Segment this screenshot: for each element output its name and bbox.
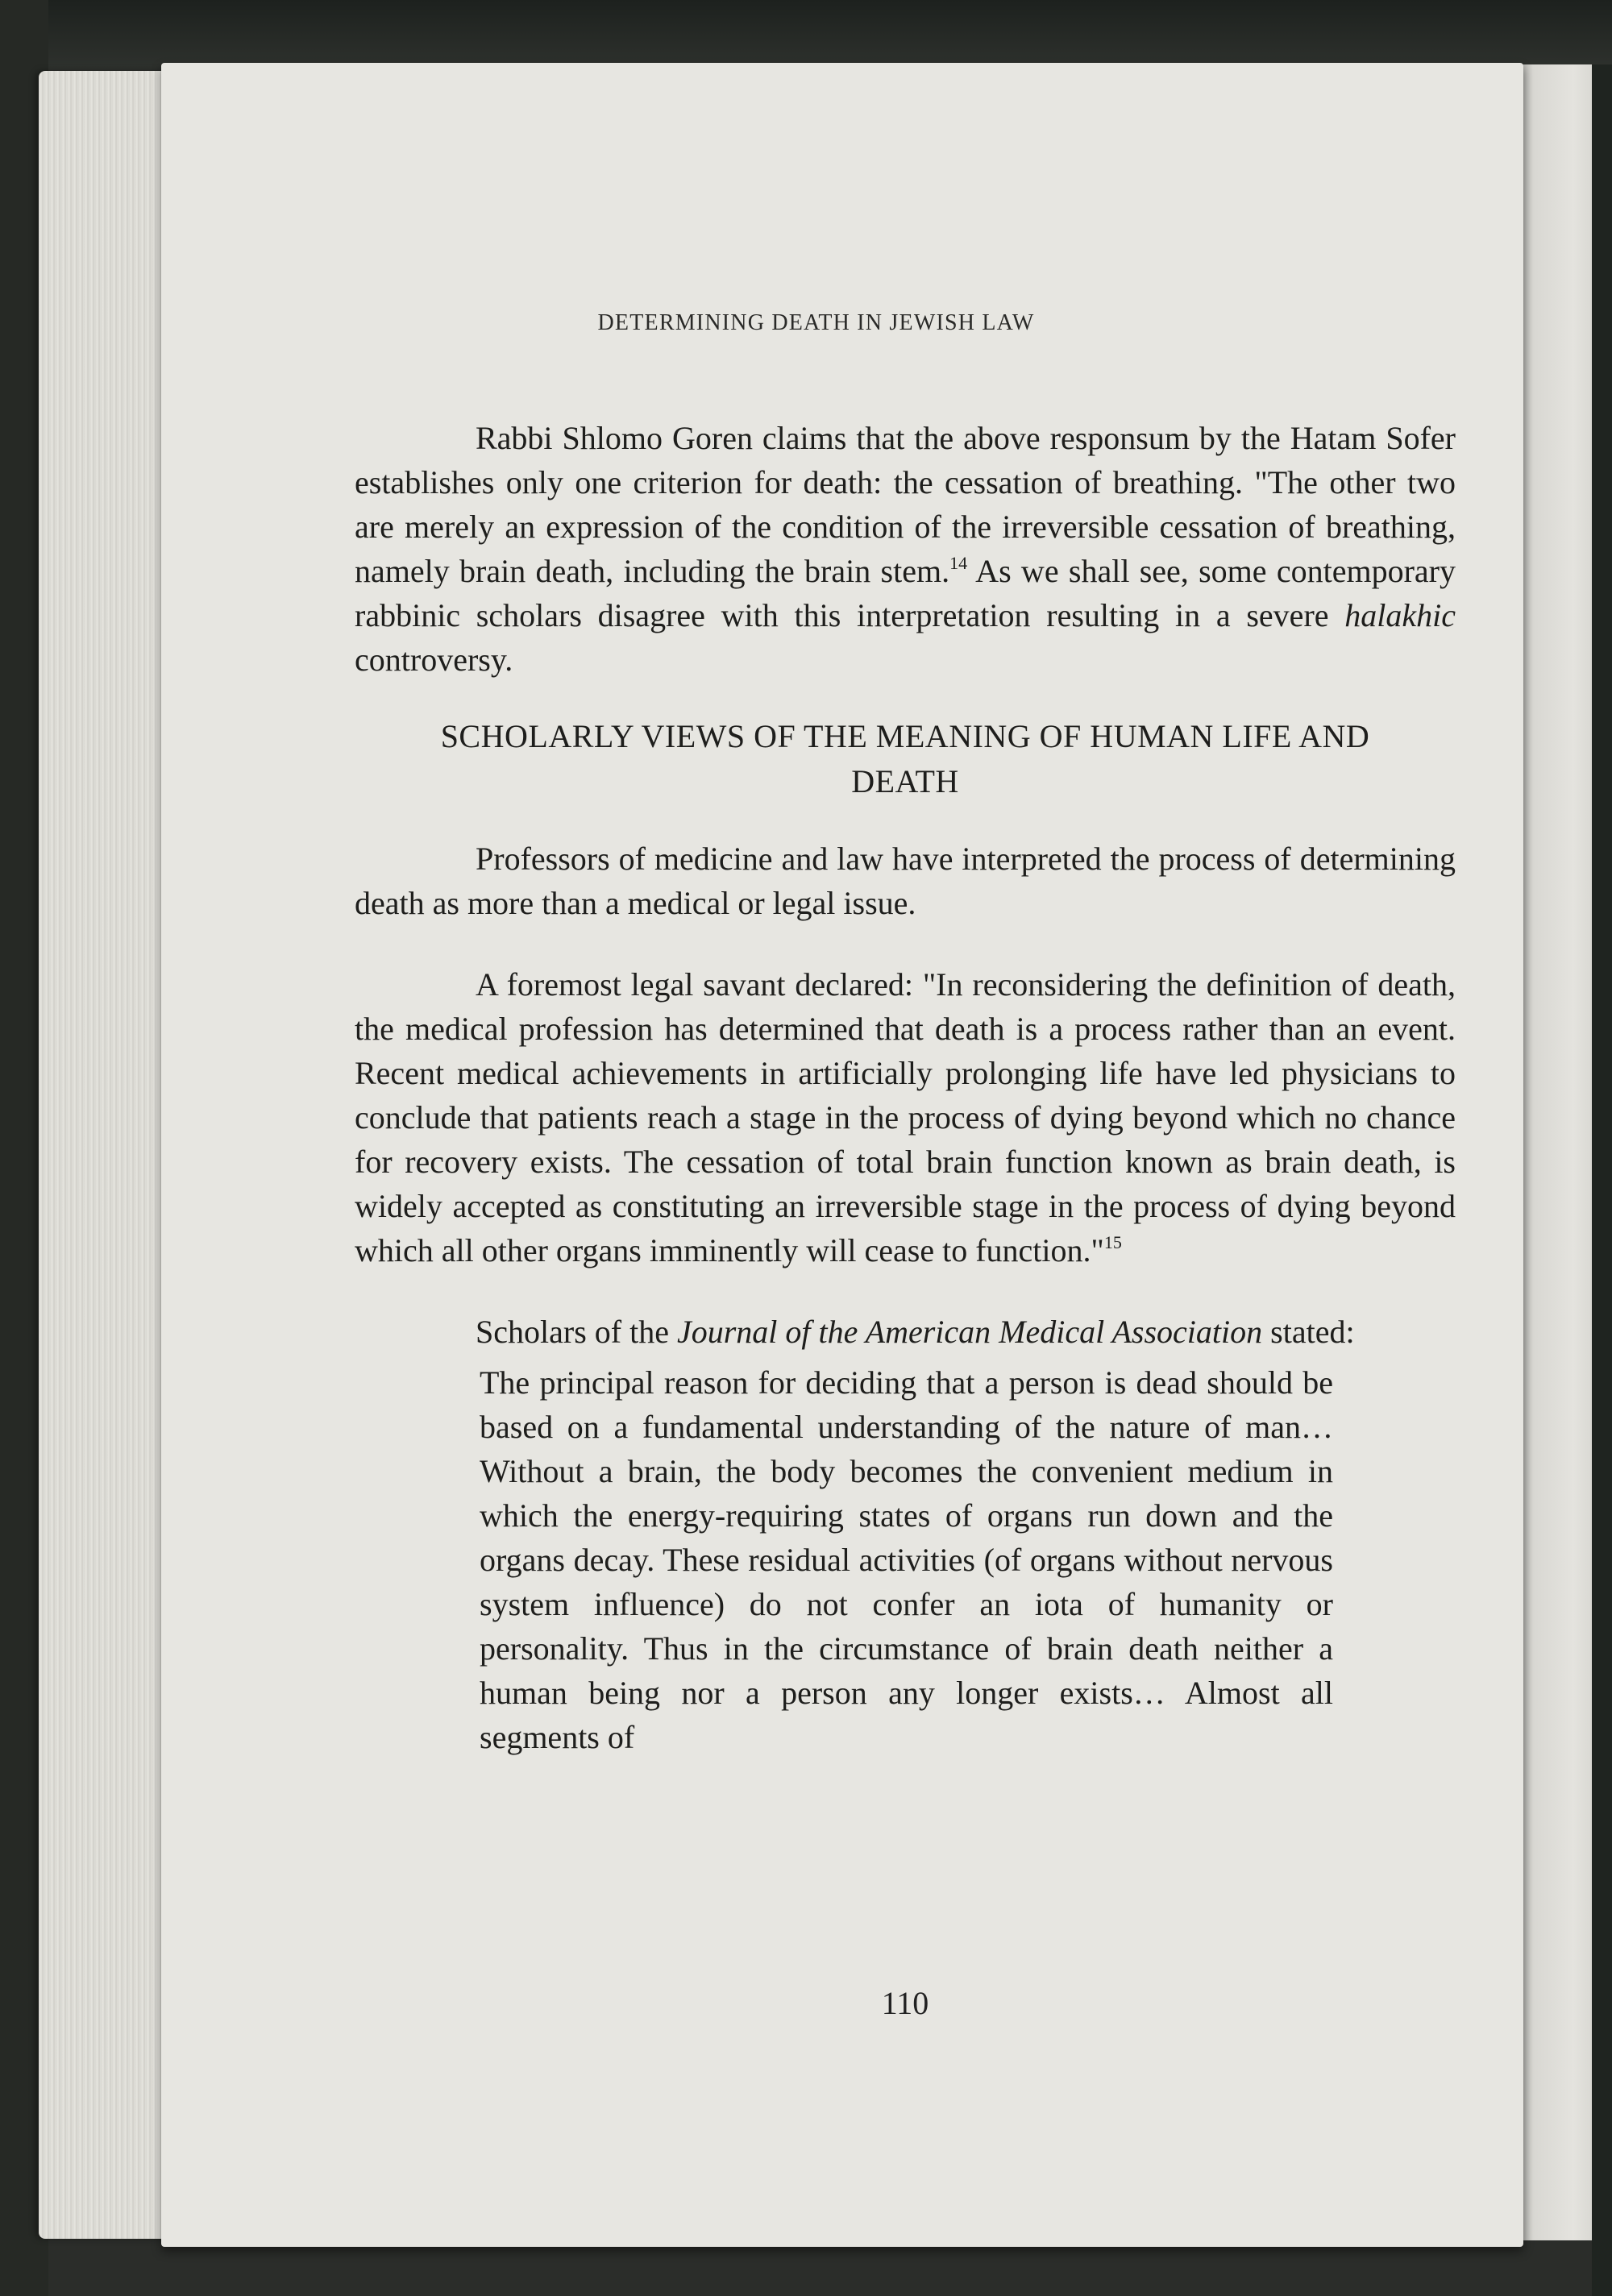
footnote-ref: 15	[1103, 1232, 1122, 1252]
footnote-ref: 14	[949, 553, 968, 573]
backdrop-top	[0, 0, 1612, 73]
paragraph-text: controversy.	[355, 641, 513, 678]
paragraph-jama	[355, 1310, 1456, 1354]
paragraph-professors: Professors of medicine and law have interpreted the process of determining death as more than a medical or legal issue.	[355, 841, 1456, 921]
paragraph-text: Rabbi Shlomo Goren claims that the above responsum by the Hatam Sofer establishes only one criterion for death: the cessation of breathing. "The other two are merely an expression of the condition of the irreversible cessation of breathing, namely brain death, including the brain stem.	[355, 420, 1456, 589]
paragraph-text: Scholars of the	[476, 1314, 677, 1350]
section-heading: SCHOLARLY VIEWS OF THE MEANING OF HUMAN LIFE AND DEATH	[440, 718, 1370, 799]
italic-term: halakhic	[1344, 597, 1456, 633]
block-quote: The principal reason for deciding that a person is dead should be based on a fundamental understanding of the nature of man… Without a brain, the body becomes the convenient medium in which the energy-requiring states of organs run down and the organs decay. These residual activities (of organs without nervous system influence) do not confer an iota of humanity or personality. Thus in the circumstance of brain death neither a human being nor a person any longer exists… Almost all segments of	[480, 1364, 1333, 1755]
paragraph-text: As we shall see, some contemporary rabbinic scholars disagree with this interpretation resulting in a severe	[355, 553, 1456, 633]
running-head: DETERMINING DEATH IN JEWISH LAW	[597, 310, 1035, 335]
journal-title: Journal of the American Medical Association	[676, 1314, 1263, 1350]
paragraph-text: stated:	[1262, 1314, 1355, 1350]
paragraph-text: A foremost legal savant declared: "In reconsidering the definition of death, the medical profession has determined that death is a process rather than an event. Recent medical achievements in artificially prolonging life have led physicians to conclude that patients reach a stage in the process of dying beyond which no chance for recovery exists. The cessation of total brain function known as brain death, is widely accepted as constituting an irreversible stage in the process of dying beyond which all other organs imminently will cease to function."	[355, 966, 1456, 1268]
backdrop-right	[1592, 64, 1612, 2296]
paragraph-goren	[355, 416, 1456, 682]
page-number: 110	[881, 1985, 929, 2021]
page-body	[355, 416, 1456, 1759]
paragraph-legal-savant	[355, 962, 1456, 1273]
